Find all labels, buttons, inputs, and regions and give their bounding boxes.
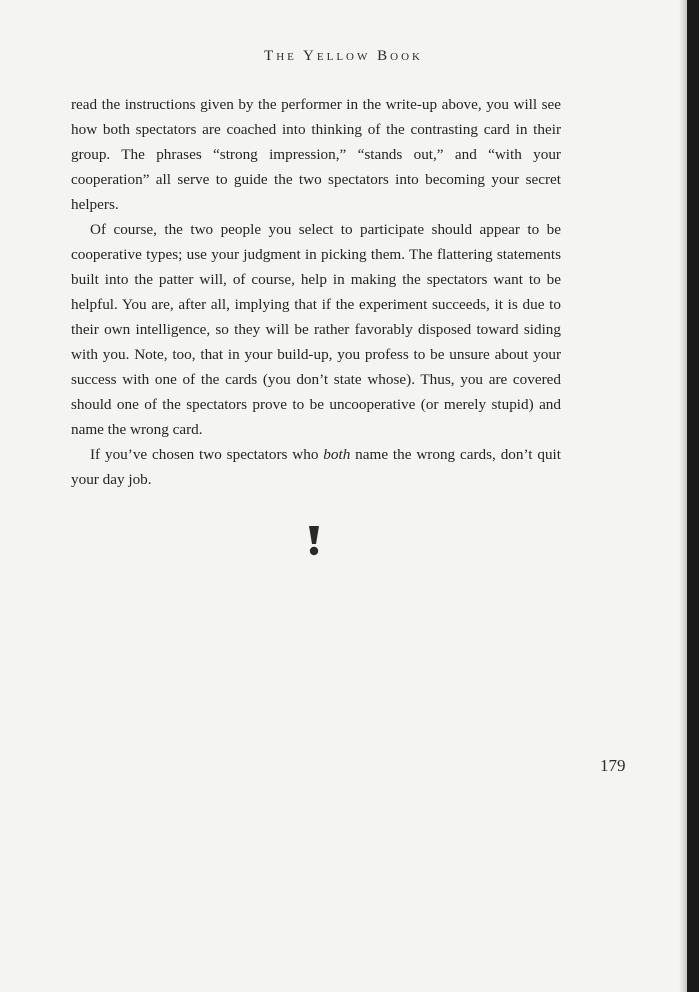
exclamation-ornament-icon (306, 525, 322, 557)
running-head: The Yellow Book (264, 48, 423, 64)
body-text (71, 92, 561, 492)
paragraph-3-before: If you’ve chosen two spectators who (90, 446, 324, 463)
emphasis-both: both (323, 446, 351, 463)
page-number: 179 (600, 756, 626, 775)
paragraph-3-after: name the wrong cards, don’t quit your day job. (71, 446, 561, 488)
paragraph-2: Of course, the two people you select to participate should appear to be cooperative types; use your judgment in picking them. The flattering statements built into the patter will, of course, help in making the spectators want to be helpful. You are, after all, implying that if the experiment succeeds, it is due to their own intelligence, so they will be rather favorably disposed toward siding with you. Note, too, that in your build-up, you profess to be unsure about your success with one of the cards (you don’t state whose). Thus, you are covered should one of the spectators prove to be uncooperative (or merely stupid) and name the wrong card. (71, 221, 561, 438)
paragraph-1: read the instructions given by the performer in the write-up above, you will see how both spectators are coached into thinking of the contrasting card in their group. The phrases “strong impression,” “stands out,” and “with your cooperation” all serve to guide the two spectators into becoming your secret helpers. (71, 96, 561, 213)
page-edge-shadow (679, 0, 687, 992)
paragraph-3 (71, 442, 561, 492)
page-edge (687, 0, 699, 992)
